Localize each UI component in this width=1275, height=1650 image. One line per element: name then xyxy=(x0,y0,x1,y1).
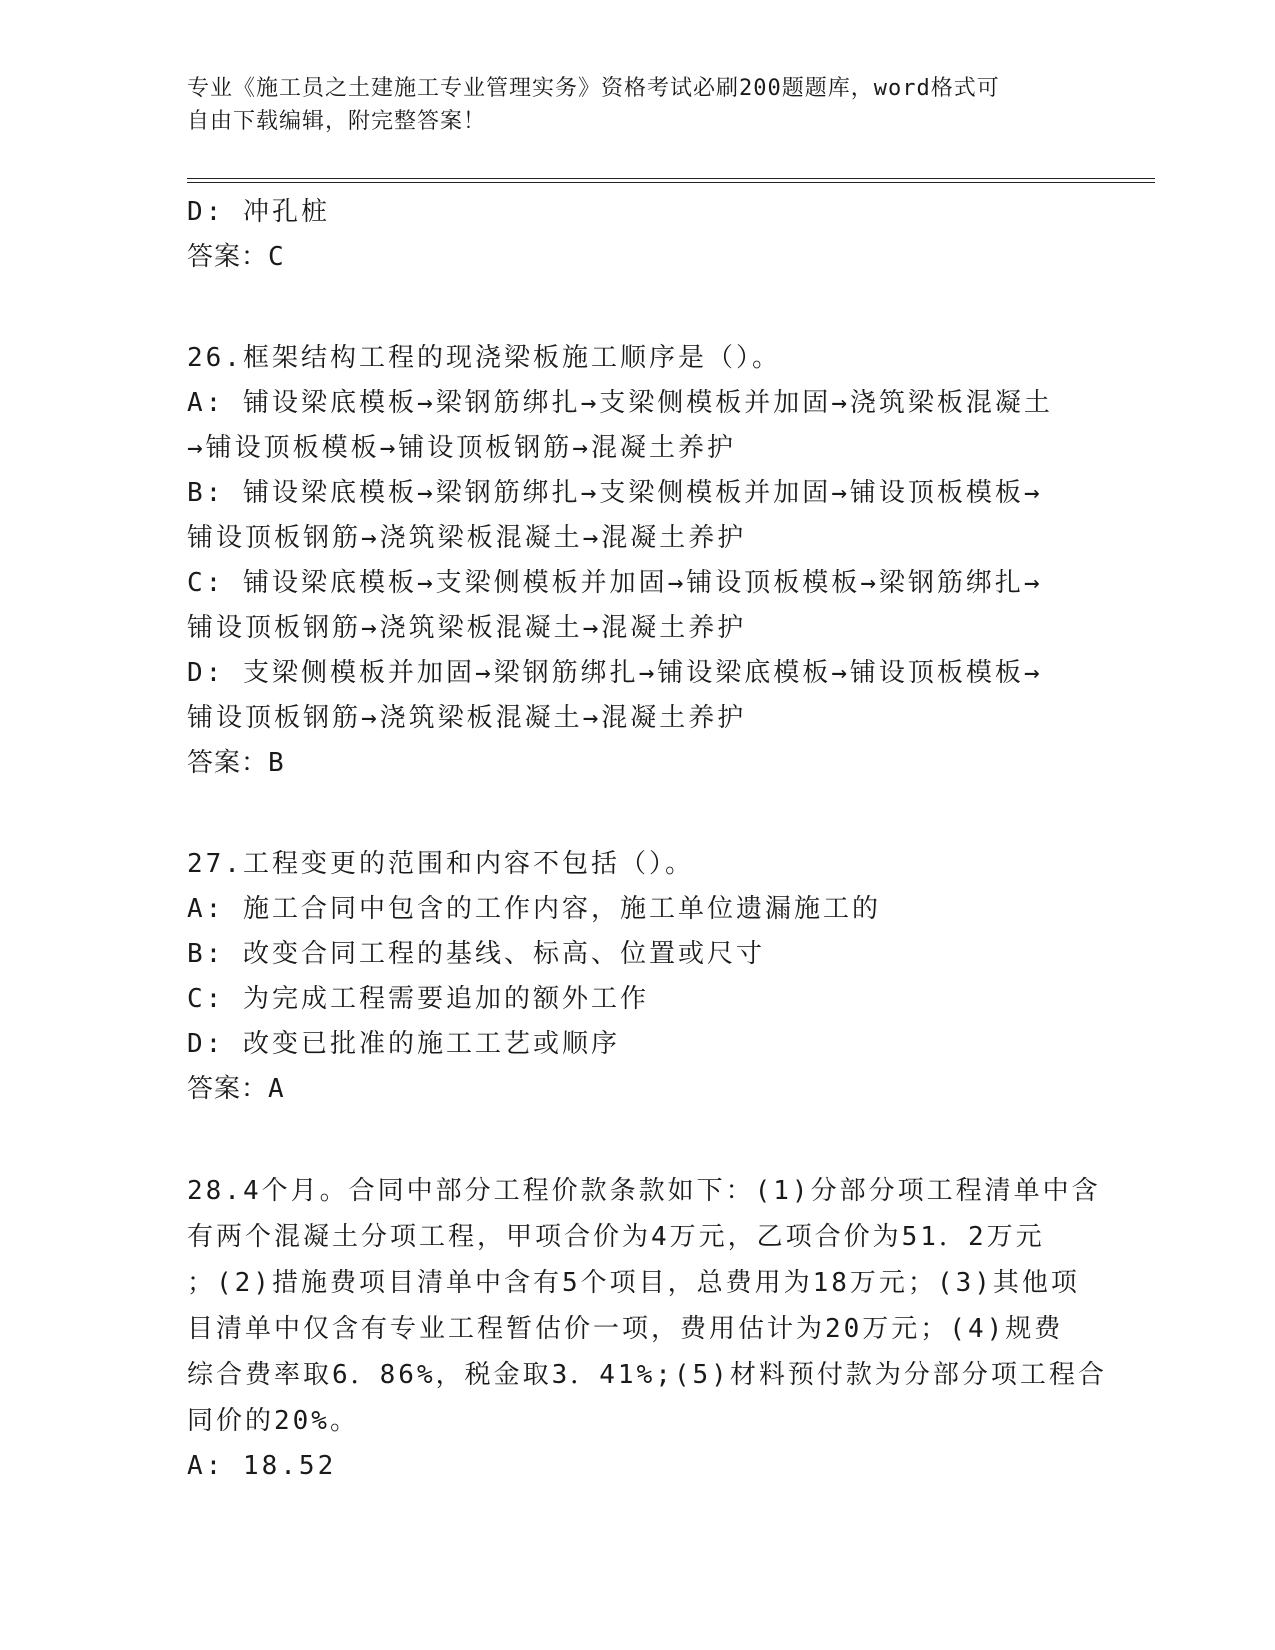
document-header xyxy=(187,72,1087,138)
spacer xyxy=(187,786,1087,842)
q27-answer: 答案：A xyxy=(187,1074,285,1104)
question-content xyxy=(187,190,1107,1489)
q28-option-a: A: 18.52 xyxy=(187,1451,337,1481)
q26-answer: 答案：B xyxy=(187,748,285,778)
q27-option-a: A: 施工合同中包含的工作内容，施工单位遗漏施工的 xyxy=(187,894,881,924)
q27-stem: 27.工程变更的范围和内容不包括（）。 xyxy=(187,849,694,879)
q28-stem-line-5: 综合费率取6．86%，税金取3．41%;(5)材料预付款为分部分项工程合 xyxy=(187,1360,1107,1390)
q26-option-b-line-1: B: 铺设梁底模板→梁钢筋绑扎→支梁侧模板并加固→铺设顶板模板→ xyxy=(187,478,1043,508)
q27-option-d: D: 改变已批准的施工工艺或顺序 xyxy=(187,1029,620,1059)
q28-stem-line-2: 有两个混凝土分项工程，甲项合价为4万元，乙项合价为51．2万元 xyxy=(187,1222,1045,1252)
q26-option-d-line-2: 铺设顶板钢筋→浇筑梁板混凝土→混凝土养护 xyxy=(187,703,747,733)
header-divider xyxy=(187,178,1155,183)
q26-option-b-line-2: 铺设顶板钢筋→浇筑梁板混凝土→混凝土养护 xyxy=(187,523,747,553)
q28-stem-line-1: 28.4个月。合同中部分工程价款条款如下：(1)分部分项工程清单中含 xyxy=(187,1176,1101,1206)
q26-option-a-line-2: →铺设顶板模板→铺设顶板钢筋→混凝土养护 xyxy=(187,433,736,463)
q26-option-c-line-1: C: 铺设梁底模板→支梁侧模板并加固→铺设顶板模板→梁钢筋绑扎→ xyxy=(187,568,1043,598)
header-line-1: 专业《施工员之土建施工专业管理实务》资格考试必刷200题题库，word格式可 xyxy=(187,76,1000,101)
q27-option-c: C: 为完成工程需要追加的额外工作 xyxy=(187,984,649,1014)
q25-answer: 答案：C xyxy=(187,242,285,272)
spacer xyxy=(187,1112,1087,1168)
q28-stem-line-4: 目清单中仅含有专业工程暂估价一项，费用估计为20万元；(4)规费 xyxy=(187,1314,1064,1344)
q26-stem: 26.框架结构工程的现浇梁板施工顺序是（）。 xyxy=(187,343,781,373)
spacer xyxy=(187,280,1087,336)
q28-stem-line-6: 同价的20%。 xyxy=(187,1406,359,1436)
q28-stem-line-3: ；(2)措施费项目清单中含有5个项目，总费用为18万元；(3)其他项 xyxy=(187,1268,1080,1298)
q26-option-a-line-1: A: 铺设梁底模板→梁钢筋绑扎→支梁侧模板并加固→浇筑梁板混凝土 xyxy=(187,388,1053,418)
q26-option-c-line-2: 铺设顶板钢筋→浇筑梁板混凝土→混凝土养护 xyxy=(187,613,747,643)
q25-option-d: D: 冲孔桩 xyxy=(187,197,330,227)
q27-option-b: B: 改变合同工程的基线、标高、位置或尺寸 xyxy=(187,939,765,969)
header-line-2: 自由下载编辑，附完整答案！ xyxy=(187,109,487,134)
q26-option-d-line-1: D: 支梁侧模板并加固→梁钢筋绑扎→铺设梁底模板→铺设顶板模板→ xyxy=(187,658,1043,688)
